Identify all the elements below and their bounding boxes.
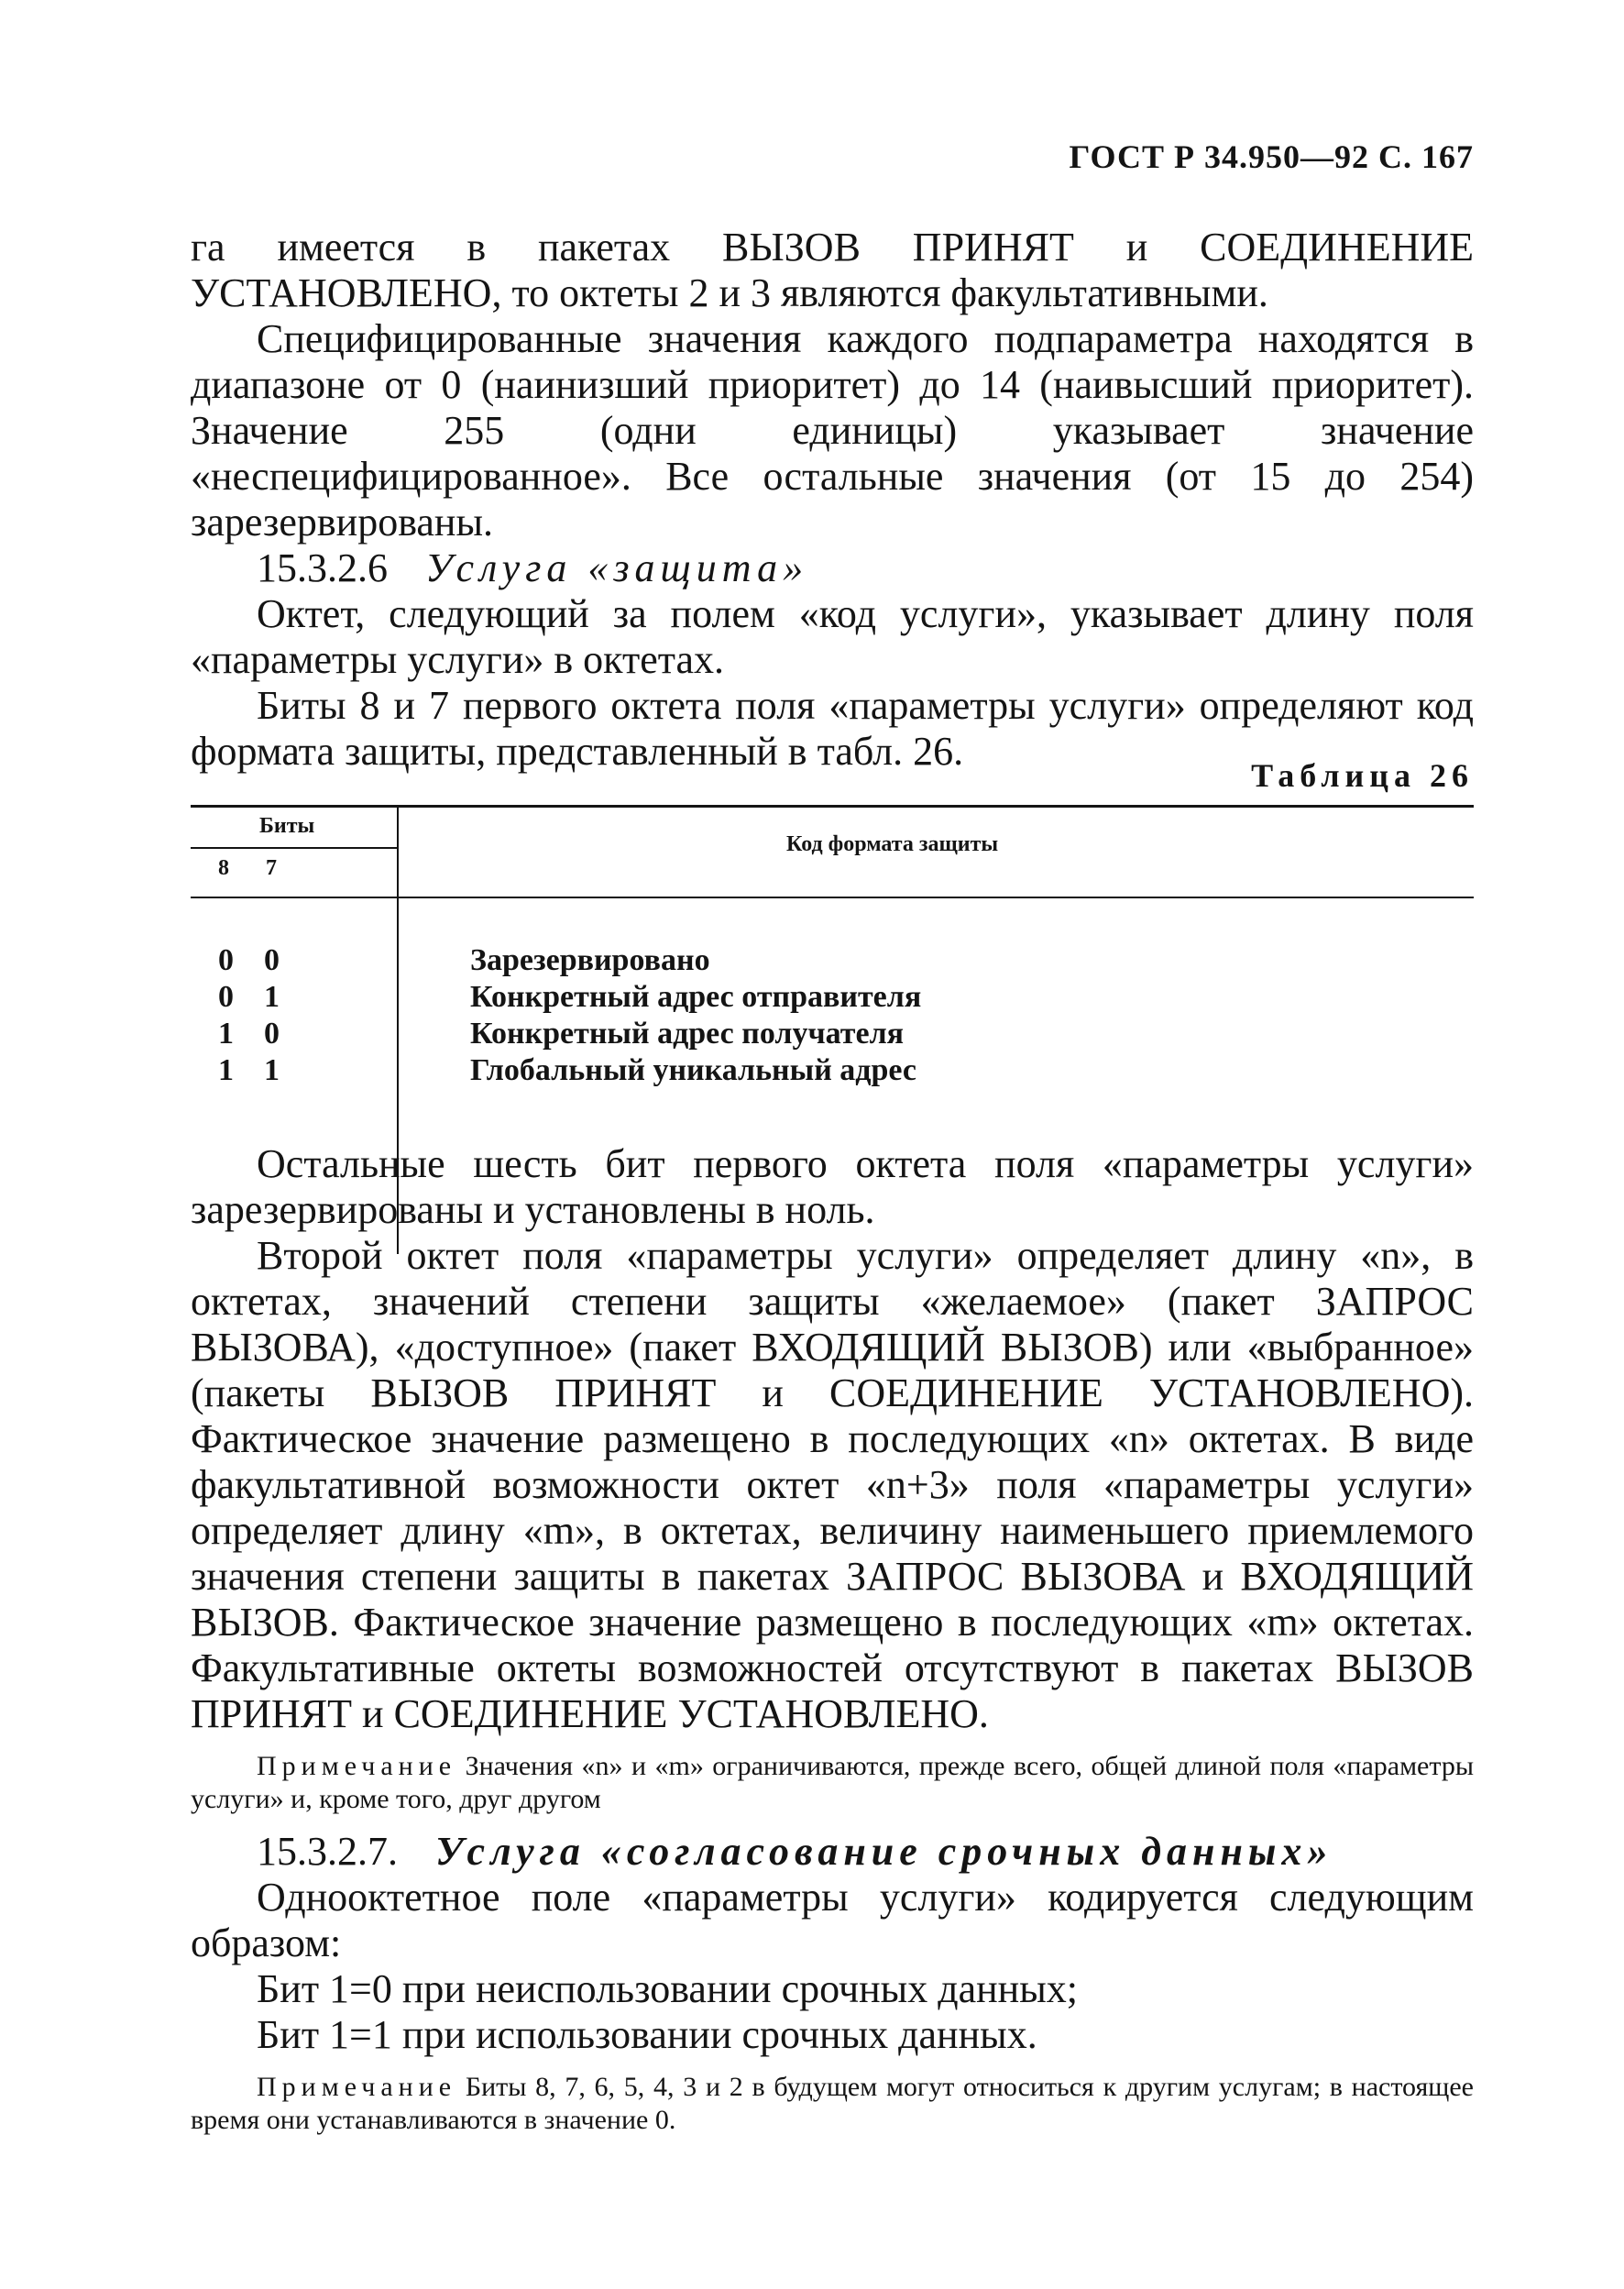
- table-header-bit7: 7: [266, 856, 277, 880]
- note-label: Примечание: [257, 1751, 457, 1781]
- table-header-code: Код формата защиты: [786, 832, 999, 856]
- note-label: Примечание: [257, 2072, 457, 2102]
- page-header: ГОСТ Р 34.950—92 С. 167: [1069, 138, 1474, 175]
- table-cell-b7: 0: [264, 1017, 280, 1051]
- table-cell-b7: 0: [264, 943, 280, 977]
- table-top-rule: [191, 805, 1474, 808]
- note-1: [191, 1750, 1474, 1816]
- table-header-bits: Биты: [259, 814, 315, 838]
- paragraph-one-octet: Однооктетное поле «параметры услуги» кодируется следующим образом:: [191, 1875, 1474, 1965]
- table-header-bit8: 8: [218, 856, 229, 880]
- table-cell-b8: 0: [218, 980, 234, 1014]
- paragraph-continuation: га имеется в пакетах ВЫЗОВ ПРИНЯТ и СОЕДИНЕНИЕ УСТАНОВЛЕНО, то октеты 2 и 3 являются факультативными.: [191, 225, 1474, 315]
- text-block-top: [191, 225, 1474, 775]
- table-cell-b8: 0: [218, 943, 234, 977]
- text-block-after-table: [191, 1141, 1474, 2137]
- bit-line: Бит 1=1 при использовании срочных данных.: [257, 2012, 1037, 2057]
- section-number: 15.3.2.7.: [257, 1829, 398, 1874]
- table-bits-subrule: [191, 847, 397, 849]
- table-header-rule: [191, 897, 1474, 898]
- note-text: Биты 8, 7, 6, 5, 4, 3 и 2 в будущем могут относиться к другим услугам; в настоящее время они устанавливаются в значение 0.: [191, 2072, 1474, 2135]
- table-caption: Таблица 26: [1251, 757, 1474, 794]
- table-cell-b7: 1: [264, 980, 280, 1014]
- note-text: Значения «n» и «m» ограничиваются, прежде всего, общей длиной поля «параметры услуги» и, кроме того, друг другом: [191, 1751, 1475, 1814]
- paragraph-remaining-bits: Остальные шесть бит первого октета поля «параметры услуги» зарезервированы и установлены в ноль.: [191, 1141, 1474, 1232]
- section-title: Услуга «согласование срочных данных»: [435, 1829, 1333, 1874]
- paragraph-bits-87: Биты 8 и 7 первого октета поля «параметры услуги» определяют код формата защиты, представленный в табл. 26.: [191, 683, 1474, 774]
- table-cell-code: Конкретный адрес отправителя: [470, 980, 922, 1014]
- table-cell-code: Конкретный адрес получателя: [470, 1017, 905, 1051]
- paragraph-priority-values: Специфицированные значения каждого подпараметра находятся в диапазоне от 0 (наинизший приоритет) до 14 (наивысший приоритет). Значение 255 (одни единицы) указывает значение «неспецифицированное». Все остальные значения (от 15 до 254) зарезервированы.: [191, 316, 1474, 545]
- bit-line: Бит 1=0 при неиспользовании срочных данных;: [257, 1966, 1079, 2011]
- table-cell-b7: 1: [264, 1053, 280, 1087]
- paragraph-second-octet: Второй октет поля «параметры услуги» определяет длину «n», в октетах, значений степени защиты «желаемое» (пакет ЗАПРОС ВЫЗОВА), «доступное» (пакет ВХОДЯЩИЙ ВЫЗОВ) или «выбранное» (пакеты ВЫЗОВ ПРИНЯТ и СОЕДИНЕНИЕ УСТАНОВЛЕНО). Фактическое значение размещено в последующих «n» октетах. В виде факультативной возможности октет «n+3» поля «параметры услуги» определяет длину «m», в октетах, величину наименьшего приемлемого значения степени защиты в пакетах ЗАПРОС ВЫЗОВА и ВХОДЯЩИЙ ВЫЗОВ. Фактическое значение размещено в последующих «m» октетах. Факультативные октеты возможностей отсутствуют в пакетах ВЫЗОВ ПРИНЯТ и СОЕДИНЕНИЕ УСТАНОВЛЕНО.: [191, 1233, 1474, 1736]
- note-2: [191, 2071, 1474, 2137]
- table-cell-b8: 1: [218, 1053, 234, 1087]
- section-number: 15.3.2.6: [257, 545, 388, 590]
- section-heading-1526: [191, 545, 1474, 591]
- section-heading-1527: [191, 1829, 1474, 1875]
- table-cell-code: Глобальный уникальный адрес: [470, 1053, 916, 1087]
- table-cell-b8: 1: [218, 1017, 234, 1051]
- section-title: Услуга «защита»: [425, 545, 809, 590]
- paragraph-length: Октет, следующий за полем «код услуги», указывает длину поля «параметры услуги» в октетах.: [191, 591, 1474, 682]
- table-cell-code: Зарезервировано: [470, 943, 710, 977]
